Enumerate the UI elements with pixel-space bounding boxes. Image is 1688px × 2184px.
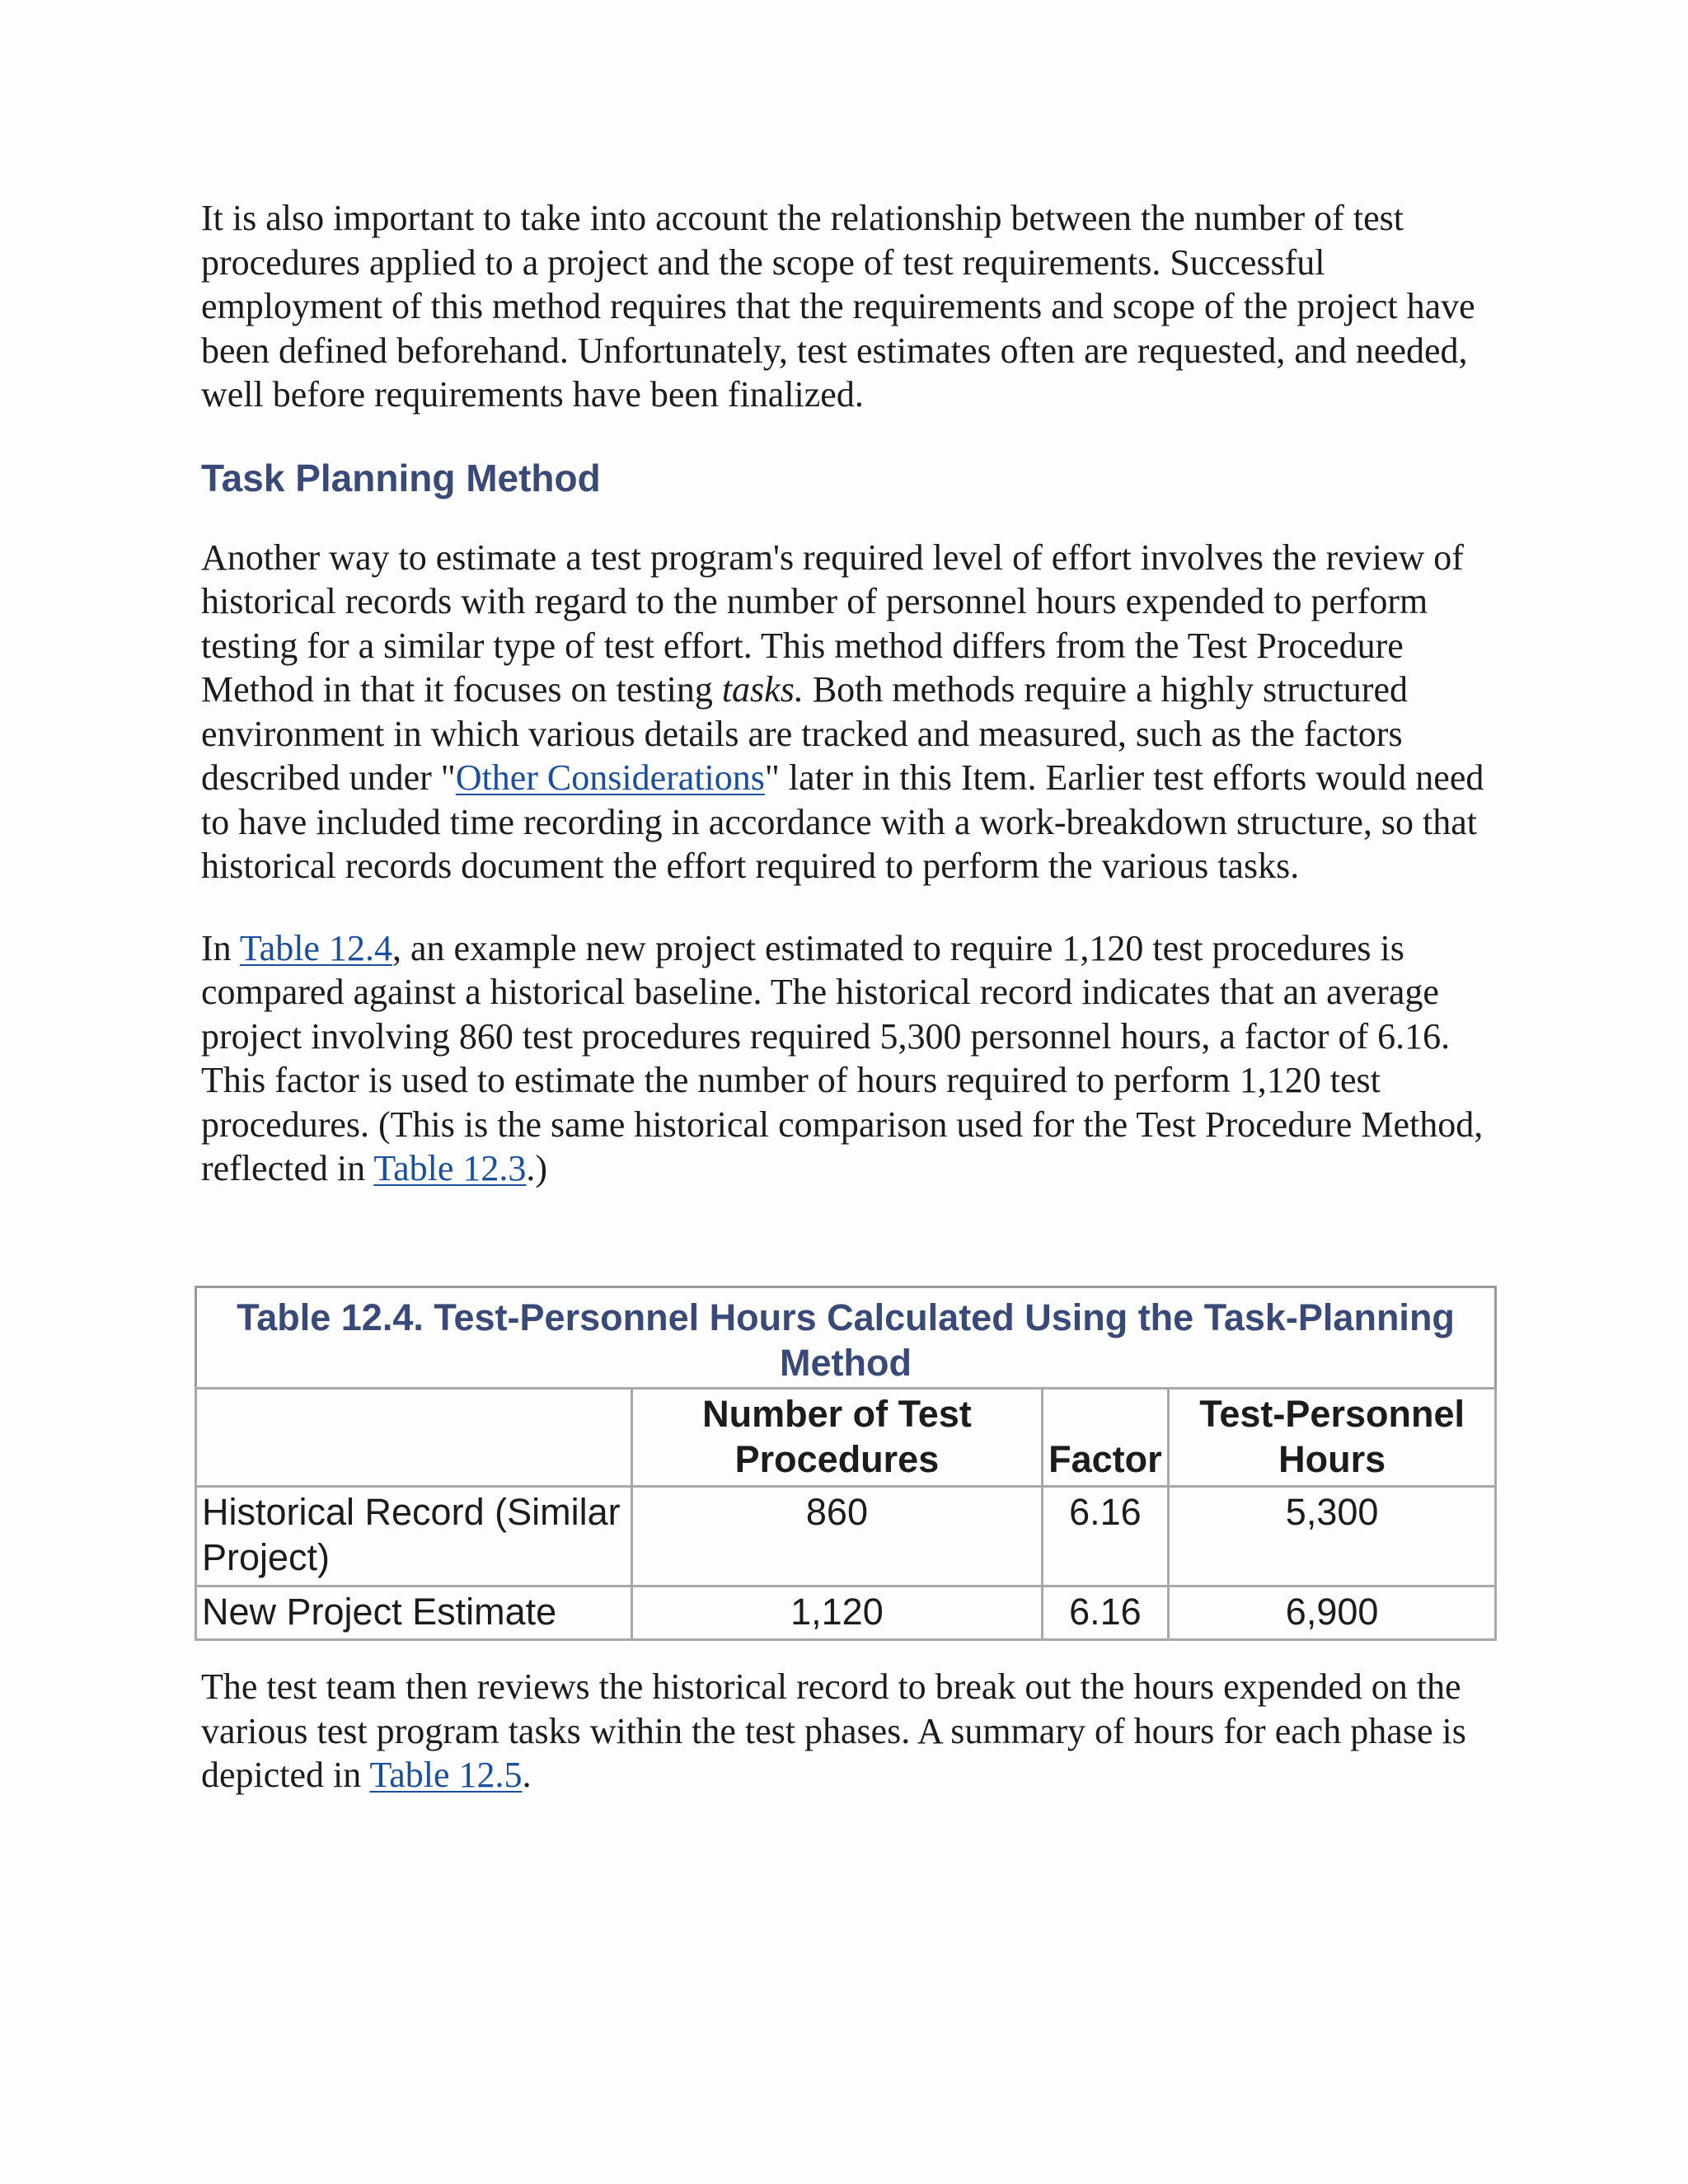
italic-text: tasks. [721, 669, 804, 710]
row-label-cell: New Project Estimate [196, 1586, 632, 1640]
table-header-row [196, 1389, 1496, 1487]
header-cell-factor: Factor [1042, 1389, 1169, 1487]
section-heading: Task Planning Method [201, 456, 601, 499]
paragraph-text: In [201, 927, 240, 968]
factor-cell: 6.16 [1042, 1586, 1169, 1640]
other-considerations-link[interactable]: Other Considerations [455, 757, 765, 798]
paragraph-text: " later in this Item. Earlier test efforts would need to have included time recording in accordance with a work-breakdown structure, so that historical records document the effort required to perform the various tasks. [201, 757, 1484, 886]
hours-cell: 6,900 [1169, 1586, 1496, 1640]
table-12-4-link[interactable]: Table 12.4 [239, 927, 392, 968]
procedures-cell: 1,120 [632, 1586, 1042, 1640]
paragraph-text: Another way to estimate a test program's required level of effort involves the review of historical records with regard to the number of personnel hours expended to perform testing for a similar type of test effort. This method differs from the Test Procedure Method in that it focuses on testing [201, 537, 1464, 710]
closing-paragraph [201, 1665, 1497, 1797]
header-cell-procedures: Number of Test Procedures [632, 1389, 1042, 1487]
document-page-bottom [201, 1665, 1497, 1797]
hours-cell: 5,300 [1169, 1487, 1496, 1586]
paragraph-text: . [522, 1755, 532, 1795]
paragraph-text: Both methods require a highly structured environment in which various details are tracked and measured, such as the factors described under " [201, 669, 1408, 798]
paragraph-text: .) [526, 1148, 548, 1188]
table-intro-paragraph [201, 926, 1497, 1191]
factor-cell: 6.16 [1042, 1487, 1169, 1586]
header-cell-hours: Test-Personnel Hours [1169, 1389, 1496, 1487]
paragraph-text: , an example new project estimated to require 1,120 test procedures is compared against a historical baseline. The historical record indicates that an average project involving 860 test procedures required 5,300 personnel hours, a factor of 6.16. This factor is used to estimate the number of hours required to perform 1,120 test procedures. (This is the same historical comparison used for the Test Procedure Method, reflected in [201, 927, 1484, 1188]
intro-paragraph: It is also important to take into account the relationship between the number of test procedures applied to a project and the scope of test requirements. Successful employment of this method requires that the requirements and scope of the project have been defined beforehand. Unfortunately, test estimates often are requested, and needed, well before requirements have been finalized. [201, 198, 1475, 415]
document-page [201, 196, 1497, 1191]
table-row [196, 1487, 1496, 1586]
procedures-cell: 860 [632, 1487, 1042, 1586]
row-label-cell: Historical Record (Similar Project) [196, 1487, 632, 1586]
table-row [196, 1586, 1496, 1640]
task-planning-paragraph [201, 536, 1497, 888]
hours-table [195, 1286, 1497, 1641]
table-caption: Table 12.4. Test-Personnel Hours Calculated Using the Task-Planning Method [195, 1286, 1497, 1387]
paragraph-text: The test team then reviews the historical record to break out the hours expended on the various test program tasks within the test phases. A summary of hours for each phase is depicted in [201, 1666, 1466, 1795]
table-12-5-link[interactable]: Table 12.5 [369, 1755, 523, 1795]
table-12-3-link[interactable]: Table 12.3 [373, 1148, 527, 1188]
header-cell-empty [196, 1389, 632, 1487]
